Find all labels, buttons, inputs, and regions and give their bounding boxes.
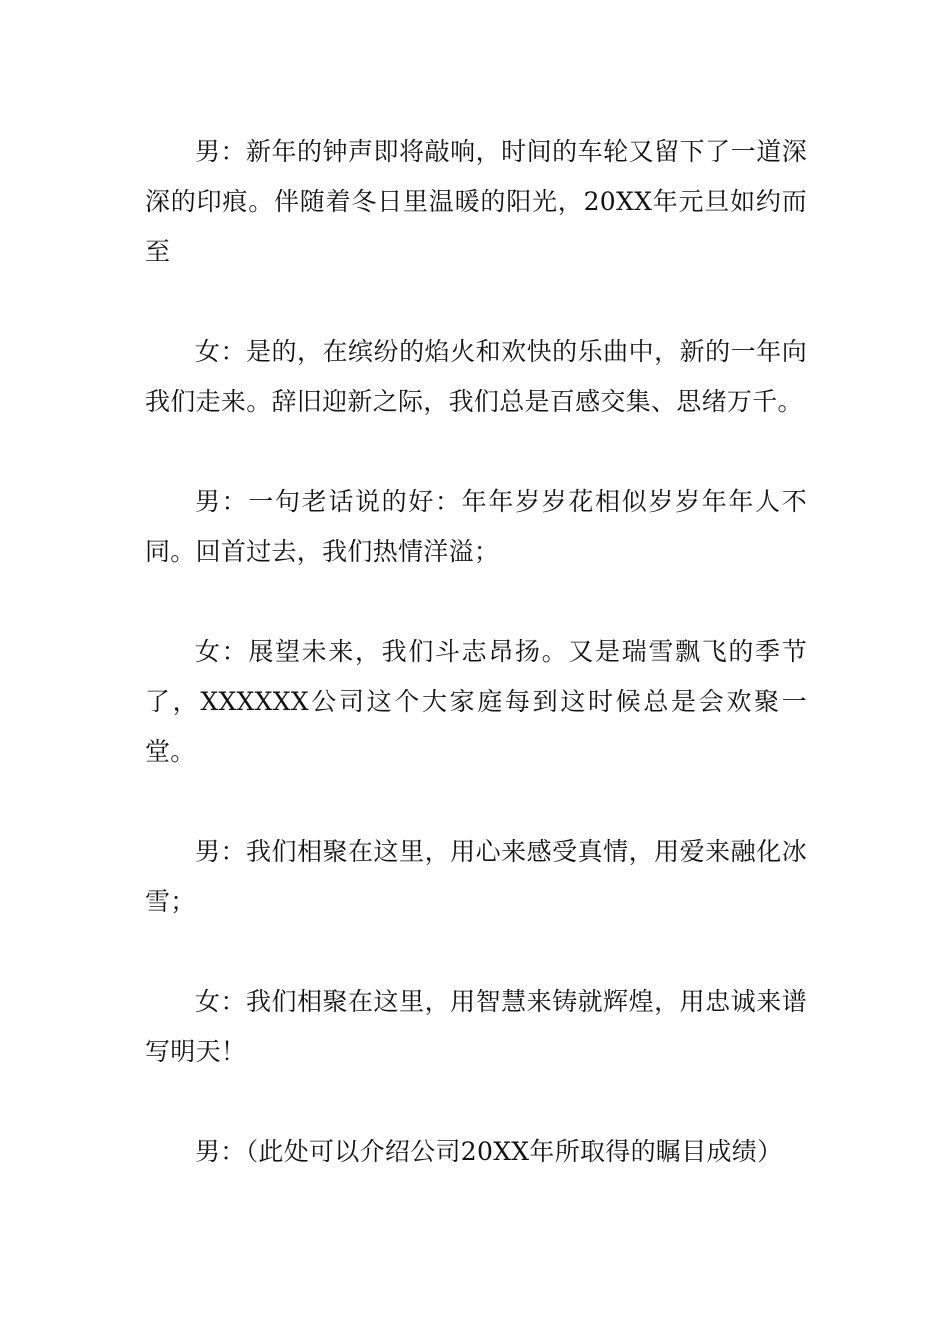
dialogue-paragraph-2: 女：是的，在缤纷的焰火和欢快的乐曲中，新的一年向我们走来。辞旧迎新之际，我们总是百感交集、思绪万千。 bbox=[145, 337, 807, 416]
dialogue-paragraph-1: 男：新年的钟声即将敲响，时间的车轮又留下了一道深深的印痕。伴随着冬日里温暖的阳光，20XX年元旦如约而至 bbox=[145, 137, 807, 266]
dialogue-paragraph-7: 男：（此处可以介绍公司20XX年所取得的瞩目成绩） bbox=[195, 1137, 783, 1166]
document-body bbox=[145, 127, 807, 1227]
dialogue-paragraph-4: 女：展望未来，我们斗志昂扬。又是瑞雪飘飞的季节了，XXXXXX公司这个大家庭每到这时候总是会欢聚一堂。 bbox=[145, 637, 807, 766]
dialogue-paragraph-3: 男：一句老话说的好：年年岁岁花相似岁岁年年人不同。回首过去，我们热情洋溢； bbox=[145, 487, 807, 566]
dialogue-paragraph-6: 女：我们相聚在这里，用智慧来铸就辉煌，用忠诚来谱写明天！ bbox=[145, 987, 807, 1066]
dialogue-paragraph-5: 男：我们相聚在这里，用心来感受真情，用爱来融化冰雪； bbox=[145, 837, 807, 916]
